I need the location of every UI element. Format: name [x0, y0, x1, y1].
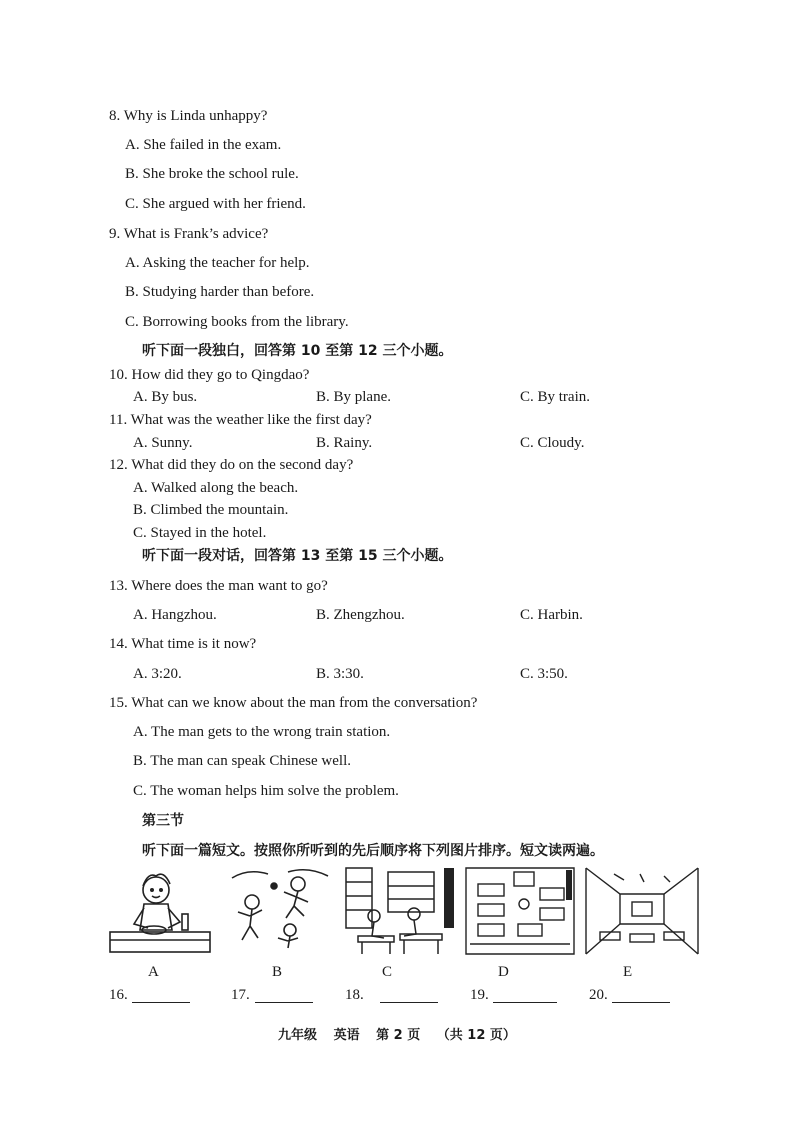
question-13-stem: 13. Where does the man want to go? — [109, 578, 328, 594]
picture-label-b: B — [272, 964, 283, 980]
question-14-option-b: B. 3:30. — [316, 666, 364, 682]
question-11-stem: 11. What was the weather like the first day? — [109, 412, 372, 428]
footer-page: 第 2 页 — [376, 1028, 421, 1043]
question-10-option-a: A. By bus. — [133, 389, 198, 405]
blank-18-label: 18. — [345, 987, 364, 1003]
question-15-option-c: C. The woman helps him solve the problem. — [133, 783, 399, 799]
question-12-stem: 12. What did they do on the second day? — [109, 457, 354, 473]
page-footer — [0, 1024, 794, 1043]
footer-total: （共 12 页） — [436, 1028, 516, 1043]
instruction-dialogue: 听下面一段对话，回答第 13 至第 15 三个小题。 — [142, 548, 453, 564]
question-8-option-c: C. She argued with her friend. — [125, 196, 306, 212]
question-10-stem: 10. How did they go to Qingdao? — [109, 367, 310, 383]
question-8-option-b: B. She broke the school rule. — [125, 166, 299, 182]
question-15-stem: 15. What can we know about the man from the conversation? — [109, 695, 478, 711]
section-3-instruction: 听下面一篇短文。按照你所听到的先后顺序将下列图片排序。短文读两遍。 — [142, 843, 604, 859]
library-reading-icon — [344, 866, 456, 956]
question-11-option-a: A. Sunny. — [133, 435, 193, 451]
section-3-title: 第三节 — [142, 813, 184, 829]
question-8-option-a: A. She failed in the exam. — [125, 137, 282, 153]
child-cooking-icon — [108, 866, 212, 956]
blank-17-label: 17. — [231, 987, 250, 1003]
question-14-option-a: A. 3:20. — [133, 666, 182, 682]
blank-19-label: 19. — [470, 987, 489, 1003]
picture-label-c: C — [382, 964, 393, 980]
question-13-option-a: A. Hangzhou. — [133, 607, 217, 623]
footer-subject: 英语 — [333, 1028, 360, 1043]
question-9-stem: 9. What is Frank’s advice? — [109, 226, 269, 242]
question-11-option-c: C. Cloudy. — [520, 435, 585, 451]
question-9-option-a: A. Asking the teacher for help. — [125, 255, 310, 271]
question-10-option-c: C. By train. — [520, 389, 590, 405]
question-14-stem: 14. What time is it now? — [109, 636, 257, 652]
hall-icon — [584, 866, 700, 956]
blank-19-line[interactable] — [493, 1002, 557, 1003]
children-playing-icon — [228, 866, 332, 956]
question-13-option-b: B. Zhengzhou. — [316, 607, 405, 623]
question-15-option-a: A. The man gets to the wrong train station. — [133, 724, 391, 740]
question-12-option-a: A. Walked along the beach. — [133, 480, 299, 496]
picture-label-d: D — [498, 964, 509, 980]
question-8-stem: 8. Why is Linda unhappy? — [109, 108, 268, 124]
question-12-option-c: C. Stayed in the hotel. — [133, 525, 267, 541]
question-15-option-b: B. The man can speak Chinese well. — [133, 753, 351, 769]
blank-16-line[interactable] — [132, 1002, 190, 1003]
footer-grade: 九年级 — [278, 1028, 318, 1043]
classroom-icon — [464, 866, 576, 956]
picture-label-e: E — [623, 964, 633, 980]
blank-16-label: 16. — [109, 987, 128, 1003]
question-10-option-b: B. By plane. — [316, 389, 391, 405]
blank-17-line[interactable] — [255, 1002, 313, 1003]
question-14-option-c: C. 3:50. — [520, 666, 568, 682]
instruction-monologue: 听下面一段独白，回答第 10 至第 12 三个小题。 — [142, 343, 453, 359]
blank-20-label: 20. — [589, 987, 608, 1003]
question-9-option-c: C. Borrowing books from the library. — [125, 314, 349, 330]
blank-18-line[interactable] — [380, 1002, 438, 1003]
picture-label-a: A — [148, 964, 159, 980]
question-9-option-b: B. Studying harder than before. — [125, 284, 315, 300]
question-13-option-c: C. Harbin. — [520, 607, 583, 623]
blank-20-line[interactable] — [612, 1002, 670, 1003]
question-12-option-b: B. Climbed the mountain. — [133, 502, 289, 518]
question-11-option-b: B. Rainy. — [316, 435, 373, 451]
